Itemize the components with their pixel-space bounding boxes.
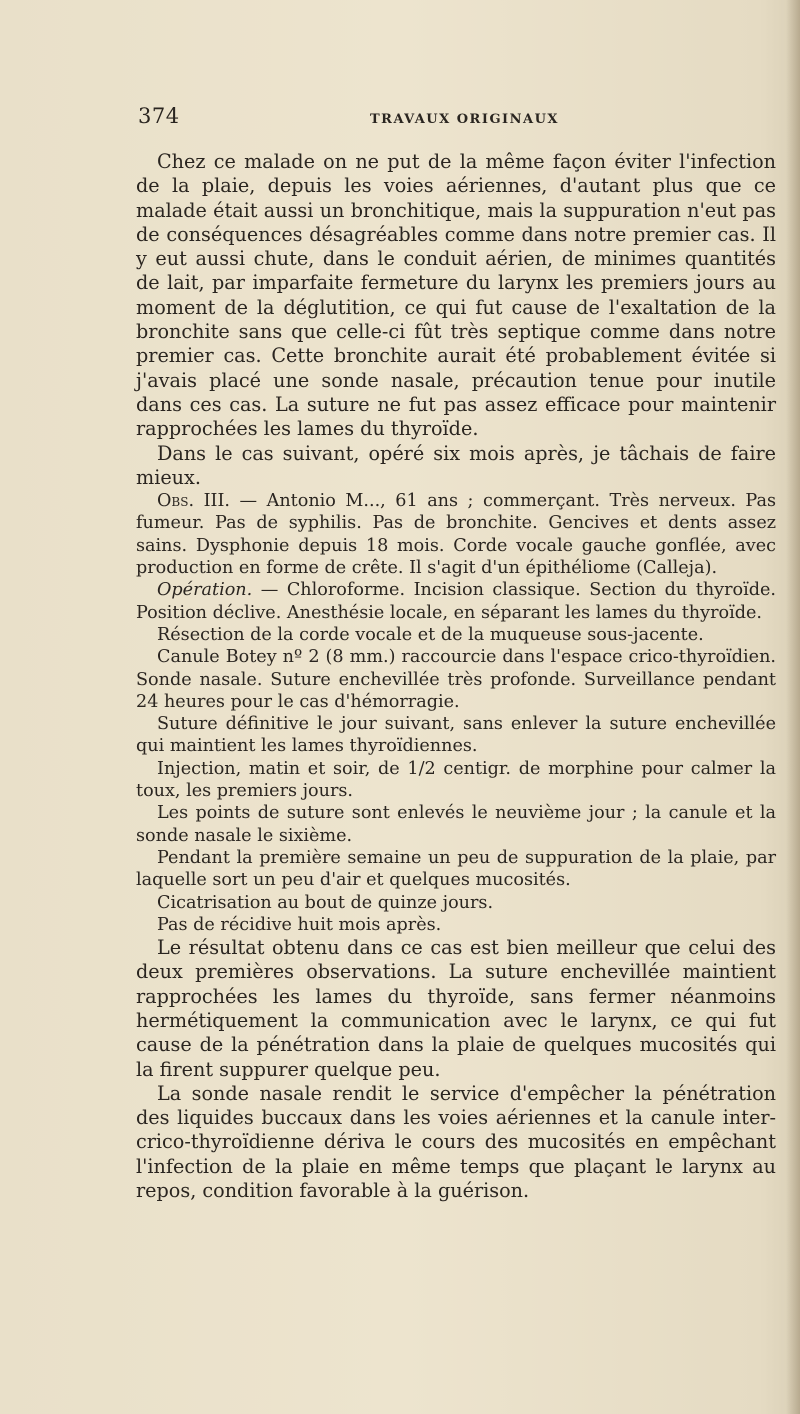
page-edge-shadow: [786, 0, 800, 1414]
observation-label: Obs. III.: [157, 491, 231, 512]
observation-item-3: Suture définitive le jour suivant, sans enlever la suture enchevillée qui maintient les lames thyroïdiennes.: [136, 714, 776, 757]
running-head: TRAVAUX ORIGINAUX: [370, 112, 560, 127]
observation-header: [136, 490, 776, 579]
observation-text: — Antonio M..., 61 ans ; commerçant. Très nerveux. Pas fumeur. Pas de syphilis. Pas de bronchite. Gencives et dents assez sains. Dysphonie depuis 18 mois. Corde vocale gauche gonflée, avec production en forme de crête. Il s'agit d'un épithéliome (Calleja).: [136, 491, 776, 579]
observation-item-2: Canule Botey nº 2 (8 mm.) raccourcie dans l'espace crico-thyroïdien. Sonde nasale. Suture enchevillée très profonde. Surveillance pendant 24 heures pour le cas d'hémorragie.: [136, 647, 776, 712]
paragraph-2: Dans le cas suivant, opéré six mois après, je tâchais de faire mieux.: [136, 441, 776, 489]
paragraph-1: Chez ce malade on ne put de la même façon éviter l'infection de la plaie, depuis les voies aériennes, d'autant plus que ce malade était aussi un bronchitique, mais la suppuration n'eut pas de conséquences désagréables comme dans notre premier cas. Il y eut aussi chute, dans le conduit aérien, de minimes quantités de lait, par imparfaite fermeture du larynx les premiers jours au moment de la déglutition, ce qui fut cause de l'exaltation de la bronchite sans que celle-ci fût très septique comme dans notre premier cas. Cette bronchite aurait été probablement évitée si j'avais placé une sonde nasale, précaution tenue pour inutile dans ces cas. La suture ne fut pas assez efficace pour maintenir rapprochées les lames du thyroïde.: [136, 150, 776, 441]
closing-paragraph-1: Le résultat obtenu dans ce cas est bien meilleur que celui des deux premières observations. La suture enchevillée maintient rapprochées les lames du thyroïde, sans fermer néanmoins hermétiquement la communication avec le larynx, ce qui fut cause de la pénétration dans la plaie de quelques mucosités qui la firent suppurer quelque peu.: [136, 936, 776, 1081]
page-number: 374: [138, 104, 180, 128]
observation-item-5: Les points de suture sont enlevés le neuvième jour ; la canule et la sonde nasale le sixième.: [136, 803, 776, 846]
operation-text: — Chloroforme. Incision classique. Section du thyroïde. Position déclive. Anesthésie locale, en séparant les lames du thyroïde.: [136, 580, 776, 623]
observation-item-7: Cicatrisation au bout de quinze jours.: [157, 892, 494, 913]
observation-item-6: Pendant la première semaine un peu de suppuration de la plaie, par laquelle sort un peu d'air et quelques mucosités.: [136, 847, 776, 891]
observation-item-1: Résection de la corde vocale et de la muqueuse sous-jacente.: [157, 624, 704, 645]
closing-paragraph-2: La sonde nasale rendit le service d'empêcher la pénétration des liquides buccaux dans les voies aériennes et la canule inter-crico-thyroïdienne dériva le cours des mucosités en empêchant l'infection de la plaie en même temps que plaçant le larynx au repos, condition favorable à la guérison.: [136, 1081, 776, 1203]
operation-label: Opération.: [157, 580, 253, 601]
page-body: [136, 150, 776, 1203]
observation-item-4: Injection, matin et soir, de 1/2 centigr. de morphine pour calmer la toux, les premiers jours.: [136, 758, 776, 802]
page-header: [138, 104, 774, 134]
observation-item-8: Pas de récidive huit mois après.: [157, 914, 442, 935]
operation-paragraph: [136, 579, 776, 624]
